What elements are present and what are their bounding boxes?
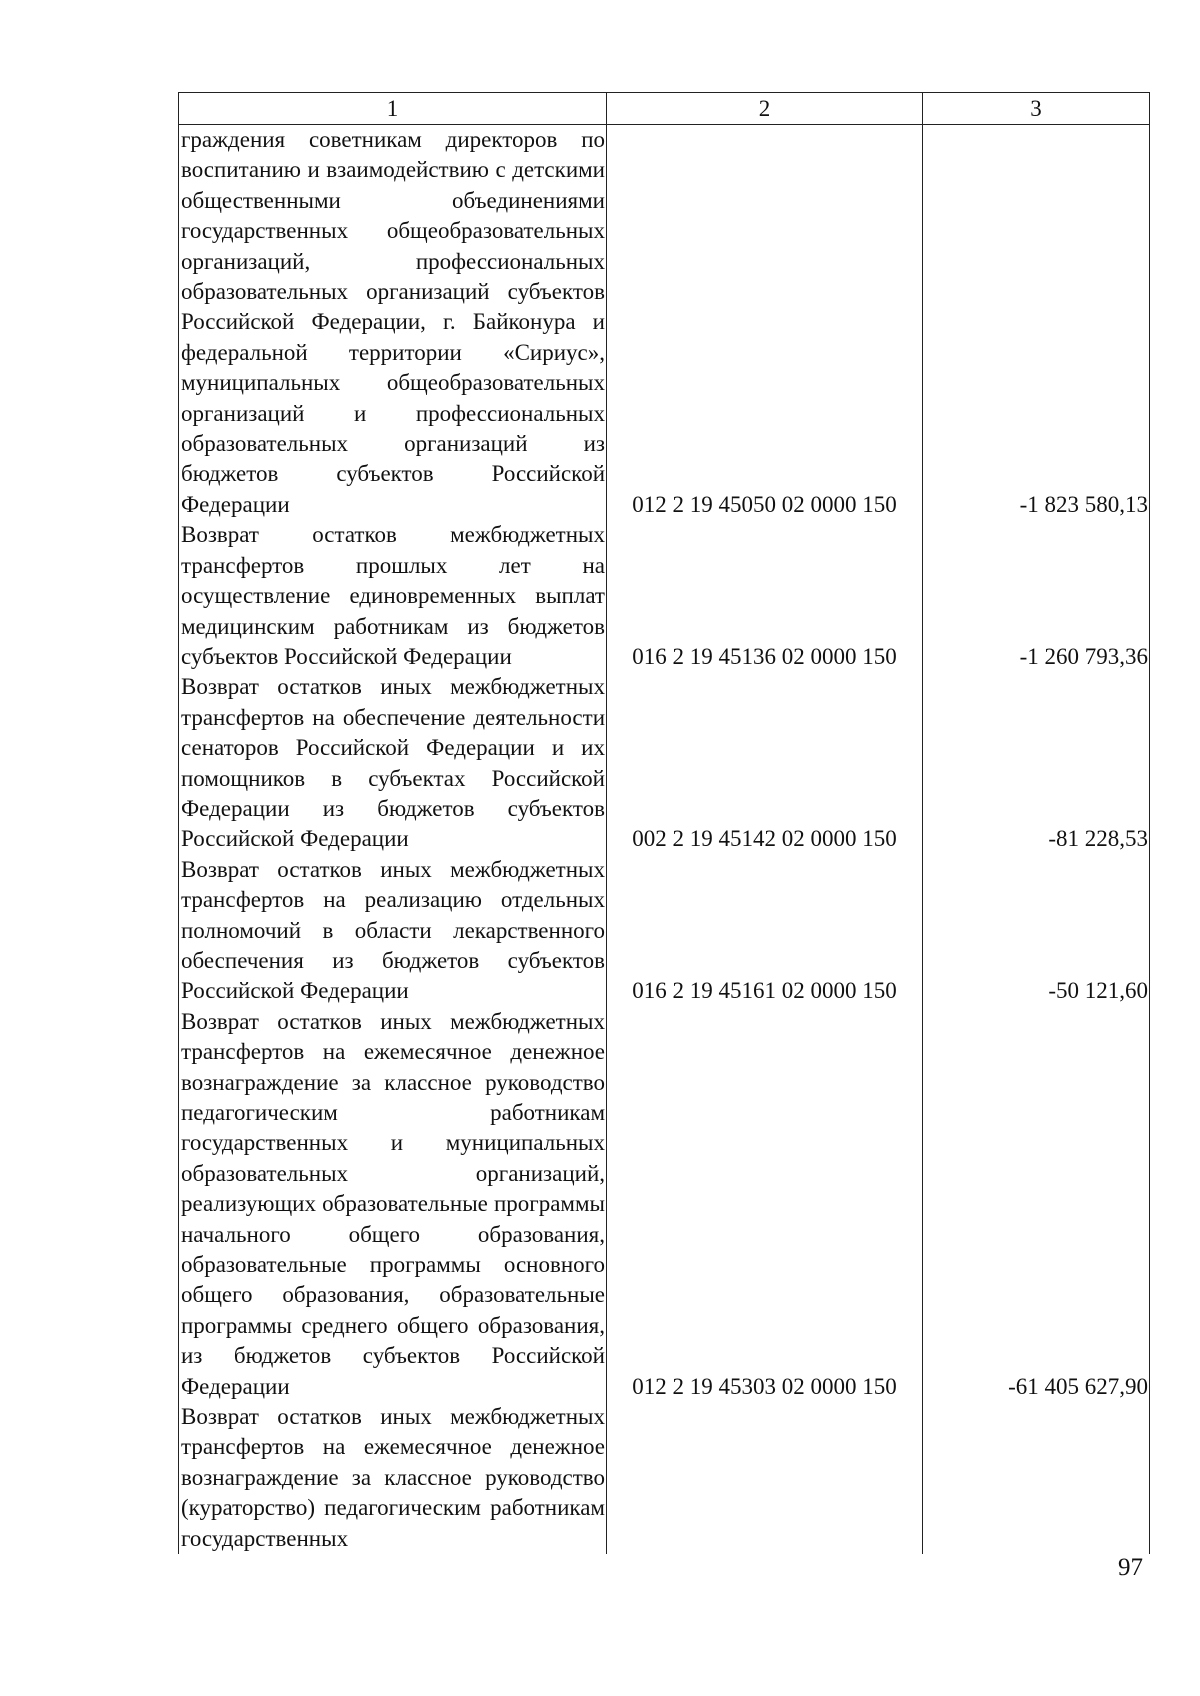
table-header-row xyxy=(179,93,1150,125)
table-row xyxy=(179,520,1150,672)
row-amount: -1 260 793,36 xyxy=(923,520,1150,672)
row-code: 016 2 19 45136 02 0000 150 xyxy=(607,520,923,672)
table-row xyxy=(179,855,1150,1007)
table-row xyxy=(179,125,1150,521)
column-header-3: 3 xyxy=(923,93,1150,125)
page-number: 97 xyxy=(1118,1554,1143,1581)
row-code xyxy=(607,1402,923,1554)
table-row xyxy=(179,1402,1150,1554)
row-name: Возврат остатков иных межбюджетных трансфертов на обеспечение деятельности сенаторов Российской Федерации и их помощников в субъектах Российской Федерации из бюджетов субъектов Российской Федерации xyxy=(179,672,607,854)
row-amount: -61 405 627,90 xyxy=(923,1007,1150,1402)
row-code: 012 2 19 45303 02 0000 150 xyxy=(607,1007,923,1402)
row-name: Возврат остатков иных межбюджетных трансфертов на реализацию отдельных полномочий в области лекарственного обеспечения из бюджетов субъектов Российской Федерации xyxy=(179,855,607,1007)
row-code: 016 2 19 45161 02 0000 150 xyxy=(607,855,923,1007)
row-amount xyxy=(923,1402,1150,1554)
row-name: Возврат остатков межбюджетных трансфертов прошлых лет на осуществление единовременных выплат медицинским работникам из бюджетов субъектов Российской Федерации xyxy=(179,520,607,672)
row-code: 002 2 19 45142 02 0000 150 xyxy=(607,672,923,854)
row-amount: -1 823 580,13 xyxy=(923,125,1150,521)
row-name: граждения советникам директоров по воспитанию и взаимодействию с детскими общественными объединениями государственных общеобразовательных организаций, профессиональных образовательных организаций субъектов Российской Федерации, г. Байконура и федеральной территории «Сириус», муниципальных общеобразовательных организаций и профессиональных образовательных организаций из бюджетов субъектов Российской Федерации xyxy=(179,125,607,521)
row-name: Возврат остатков иных межбюджетных трансфертов на ежемесячное денежное вознаграждение за классное руководство педагогическим работникам государственных и муниципальных образовательных организаций, реализующих образовательные программы начального общего образования, образовательные программы основного общего образования, образовательные программы среднего общего образования, из бюджетов субъектов Российской Федерации xyxy=(179,1007,607,1402)
budget-table xyxy=(178,92,1150,1554)
row-amount: -81 228,53 xyxy=(923,672,1150,854)
row-amount: -50 121,60 xyxy=(923,855,1150,1007)
table-row xyxy=(179,672,1150,854)
row-code: 012 2 19 45050 02 0000 150 xyxy=(607,125,923,521)
row-name: Возврат остатков иных межбюджетных трансфертов на ежемесячное денежное вознаграждение за классное руководство (кураторство) педагогическим работникам государственных xyxy=(179,1402,607,1554)
table-row xyxy=(179,1007,1150,1402)
column-header-1: 1 xyxy=(179,93,607,125)
column-header-2: 2 xyxy=(607,93,923,125)
